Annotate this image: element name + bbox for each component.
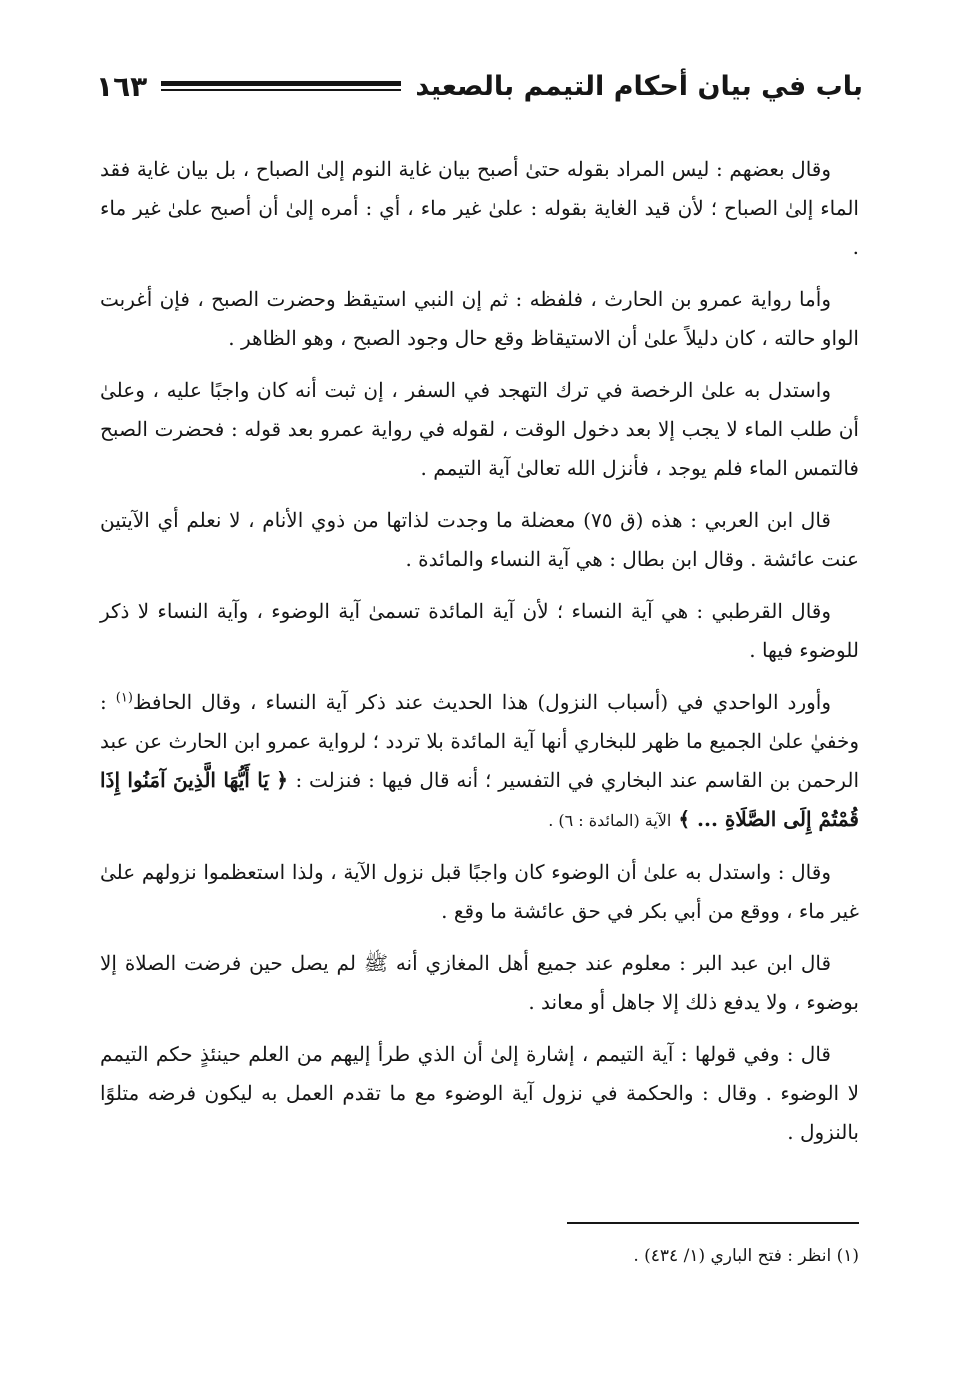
paragraph-9: قال : وفي قولها : آية التيمم ، إشارة إلىٰ أن الذي طرأ إليهم من العلم حينئذٍ حكم التيمم لا الوضوء . وقال : والحكمة في نزول آية الوضوء مع ما تقدم العمل به ليكون فرضه متلوًا بالنزول .	[100, 1042, 859, 1144]
chapter-title: باب في بيان أحكام التيمم بالصعيد	[415, 70, 863, 102]
verse-citation: الآية (المائدة : ٦) .	[548, 811, 672, 830]
paragraph-4: قال ابن العربي : هذه (ق ٧٥) معضلة ما وجدت لذاتها من ذوي الأنام ، لا نعلم أي الآيتين عنت عائشة . وقال ابن بطال : هي آية النساء والمائدة .	[100, 508, 859, 571]
paragraph-7: وقال : واستدل به علىٰ أن الوضوء كان واجبًا قبل نزول الآية ، ولذا استعظموا نزولهم علىٰ غير ماء ، ووقع من أبي بكر في حق عائشة ما وقع .	[100, 860, 859, 923]
paragraph-1: وقال بعضهم : ليس المراد بقوله حتىٰ أصبح بيان غاية النوم إلىٰ الصباح ، بل بيان غاية فقد الماء إلىٰ الصباح ؛ لأن قيد الغاية بقوله : علىٰ غير ماء ، أي : أمره إلىٰ أن أصبح علىٰ غير ماء .	[100, 157, 859, 259]
paragraph-6-text-a: وأورد الواحدي في (أسباب النزول) هذا الحديث عند ذكر آية النساء ، وقال الحافظ	[132, 690, 831, 714]
paragraph-6	[100, 683, 859, 840]
body-text	[100, 150, 859, 1165]
paragraph-2: وأما رواية عمرو بن الحارث ، فلفظه : ثم إن النبي استيقظ وحضرت الصبح ، فإن أغربت الواو حالته ، كان دليلاً علىٰ أن الاستيقاظ وقع حال وجود الصبح ، وهو الظاهر .	[100, 287, 859, 350]
header-rule	[161, 81, 401, 91]
footnote-marker: (١)	[115, 690, 133, 706]
footnote: (١) انظر : فتح الباري (١/ ٤٣٤) .	[633, 1246, 859, 1266]
paragraph-6-text-b: : وخفيٰ علىٰ الجميع ما ظهر للبخاري أنها آية المائدة بلا تردد ؛ لرواية عمرو ابن الحارث عن عبد الرحمن بن القاسم عند البخاري في التفسير ؛ أنه قال فيها : فنزلت :	[100, 690, 859, 792]
paragraph-8: قال ابن عبد البر : معلوم عند جميع أهل المغازي أنه ﷺ لم يصل حين فرضت الصلاة إلا بوضوء ، ولا يدفع ذلك إلا جاهل أو معاند .	[100, 951, 859, 1014]
paragraph-5: وقال القرطبي : هي آية النساء ؛ لأن آية المائدة تسمىٰ آية الوضوء ، وآية النساء لا ذكر للوضوء فيها .	[100, 599, 859, 662]
quran-verse: ﴿ يَا أَيُّهَا الَّذِينَ آمَنُوا إِذَا قُمْتُمْ إِلَى الصَّلَاةِ ... ﴾	[100, 768, 859, 831]
running-header	[96, 64, 863, 108]
page-number: ١٦٣	[96, 69, 148, 103]
paragraph-3: واستدل به علىٰ الرخصة في ترك التهجد في السفر ، إن ثبت أنه كان واجبًا عليه ، وعلىٰ أن طلب الماء لا يجب إلا بعد دخول الوقت ، لقوله في رواية عمرو بعد قوله : فحضرت الصبح فالتمس الماء فلم يوجد ، فأنزل الله تعالىٰ آية التيمم .	[100, 378, 859, 480]
footnote-separator	[567, 1222, 859, 1224]
